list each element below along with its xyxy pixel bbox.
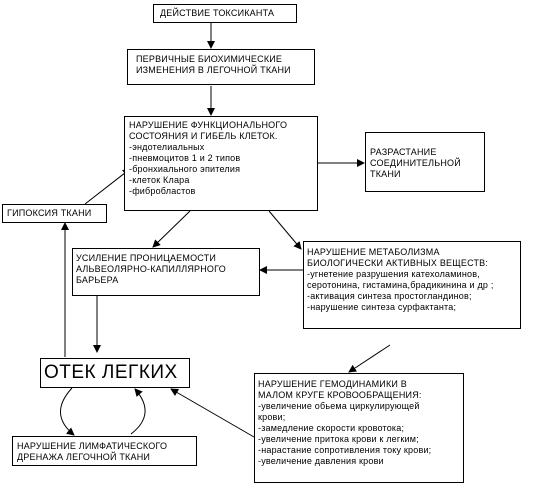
node-metabolism-line2: БИОЛОГИЧЕСКИ АКТИВНЫХ ВЕЩЕСТВ:: [307, 258, 489, 268]
arrow-dysfunction-to-metabolism: [269, 211, 301, 249]
node-metabolism-line1: НАРУШЕНИЕ МЕТАБОЛИЗМА: [307, 247, 440, 257]
node-connective-tissue: [365, 132, 485, 192]
node-permeability-line3: БАРЬЕРА: [76, 275, 119, 285]
list-item: -замедление скорости кровотока;: [258, 423, 405, 433]
node-permeability-line1: УСИЛЕНИЕ ПРОНИЦАЕМОСТИ: [76, 253, 217, 263]
node-primary-line1: ПЕРВИЧНЫЕ БИОХИМИЧЕСКИЕ: [136, 54, 283, 64]
node-connective-line1: РАЗРАСТАНИЕ: [370, 147, 437, 157]
node-metabolism: [303, 241, 521, 329]
list-item: -увеличение обьема циркулирующей: [258, 401, 420, 411]
list-item: -пневмоцитов 1 и 2 типов: [129, 153, 241, 163]
node-hypoxia-title: ГИПОКСИЯ ТКАНИ: [7, 208, 92, 218]
arrow-metabolism-to-hemodynamics: [349, 345, 390, 372]
list-item: -нарушение синтеза сурфактанта;: [307, 302, 457, 312]
node-dysfunction-line2: СОСТОЯНИЯ И ГИБЕЛЬ КЛЕТОК.: [129, 131, 278, 141]
node-hemodynamics-line1: НАРУШЕНИЕ ГЕМОДИНАМИКИ В: [258, 379, 407, 389]
node-lymph-drainage: [12, 436, 197, 466]
node-lymph-line1: НАРУШЕНИЕ ЛИМФАТИЧЕСКОГО: [17, 441, 168, 451]
node-toxicant-title: ДЕЙСТВИЕ ТОКСИКАНТА: [160, 8, 275, 18]
list-item: -угнетение разрушения катехоламинов,: [307, 269, 480, 279]
arrow-dysfunction-to-permeability: [153, 211, 190, 247]
node-hemodynamics: [254, 373, 464, 483]
list-item: -увеличение давления крови: [258, 456, 384, 466]
arrow-hemodynamics-to-edema: [171, 389, 254, 437]
list-item: -активация синтеза простогландинов;: [307, 291, 472, 301]
node-dysfunction-line1: НАРУШЕНИЕ ФУНКЦИОНАЛЬНОГО: [129, 120, 288, 130]
node-permeability: [72, 248, 260, 296]
node-hypoxia: [2, 204, 107, 223]
arrow-edema-to-lymph: [60, 388, 74, 435]
list-item: -эндотелиальных: [129, 142, 205, 152]
node-toxicant: [153, 4, 297, 23]
node-primary-line2: ИЗМЕНЕНИЯ В ЛЕГОЧНОЙ ТКАНИ: [136, 65, 291, 75]
list-item: -нарастание сопротивления току крови;: [258, 445, 432, 455]
list-item: -увеличение притока крови к легким;: [258, 434, 419, 444]
arrow-lymph-to-edema: [131, 389, 145, 434]
node-primary-changes: [127, 49, 315, 85]
node-hemodynamics-line2: МАЛОМ КРУГЕ КРОВООБРАЩЕНИЯ:: [258, 390, 422, 400]
node-lymph-line2: ДРЕНАЖА ЛЕГОЧНОЙ ТКАНИ: [17, 452, 151, 462]
node-cell-dysfunction: [124, 116, 318, 211]
list-item: серотонина, гистамина,брадикинина и др ;: [307, 280, 494, 290]
list-item: -фибробластов: [129, 186, 196, 196]
node-permeability-line2: АЛЬВЕОЛЯРНО-КАПИЛЛЯРНОГО: [76, 264, 226, 274]
list-item: -клеток Клара: [129, 175, 190, 185]
node-edema-title: ОТЕК ЛЕГКИХ: [44, 362, 178, 383]
node-pulmonary-edema: [40, 358, 190, 388]
list-item: -бронхиального эпителия: [129, 164, 241, 174]
list-item: крови;: [258, 412, 286, 422]
node-connective-line3: ТКАНИ: [370, 169, 401, 179]
node-connective-line2: СОЕДИНИТЕЛЬНОЙ: [370, 158, 461, 168]
